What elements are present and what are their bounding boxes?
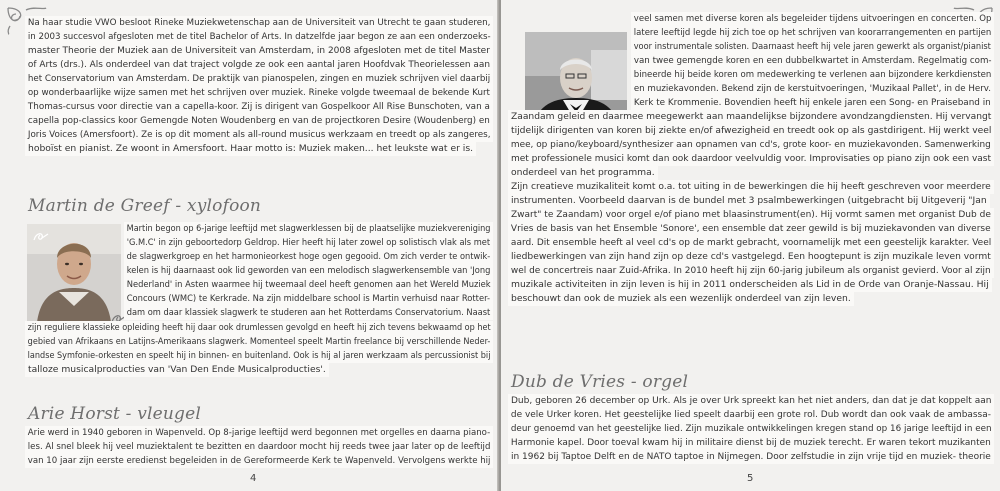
text-line: latere leeftijd legde hij zich toe op het schrijven van koorarrangementen en partijen — [631, 26, 994, 40]
text-line: van twee gemengde koren en een dubbelkwartet in Amsterdam. Regelmatig com- — [631, 54, 994, 68]
text-line: instrumenten. Voorbeeld daarvan is de bundel met 3 psalmbewerkingen (uitgebracht bij Uitgeverij "Jan — [508, 194, 990, 208]
text-line: Zaandam geleid en daarmee meegewerkt aan maandelijkse bijzondere avondzangdiensten. Hij vervangt — [508, 110, 994, 124]
text-line: Dub, geboren 26 december op Urk. Als je over Urk spreekt kan het niet anders, dan dat je dat koppelt aan — [508, 394, 994, 408]
text-line: in 2003 succesvol afgesloten met de titel Bachelor of Arts. In datzelfde jaar begon ze aan een onderzoeks- — [25, 30, 493, 44]
text-line: landse Symfonie-orkesten en speelt hij in binnen- en buitenland. Ook is hij al jaren werkzaam als percussionist bij — [25, 349, 493, 363]
text-line: tijdelijk dirigenten van koren bij ziekte en/of afwezigheid en treedt ook op als gastdirigent. Hij werkt veel — [508, 124, 994, 138]
text-line: in 1962 bij Taptoe Delft en de NATO taptoe in Nijmegen. Door zelfstudie in zijn vrije tijd en muziek- theorie — [508, 450, 994, 464]
page-left — [0, 0, 499, 491]
text-line: met professionele musici komt dan ook daardoor veelvuldig voor. Improvisaties op piano zijn ook een vast — [508, 152, 994, 166]
text-line: hoboïst en pianist. Ze woont in Amersfoort. Haar motto is: Muziek maken... het leukste wat er is. — [25, 142, 476, 156]
text-line: Zwart" te Zaandam) voor orgel e/of piano met blaasinstrument(en). Hij vormt samen met organist Dub de — [508, 208, 994, 222]
text-line: de vele Urker koren. Het geestelijke lied speelt daarbij een grote rol. Dub wordt dan ook vaak de ambassa- — [508, 408, 994, 422]
text-line: Arie werd in 1940 geboren in Wapenveld. Op 8-jarige leeftijd werd begonnen met orgelles en daarna piano- — [25, 426, 493, 440]
text-line: mee, op piano/keyboard/synthesizer aan opnamen van cd's, grote koor- en muziekavonden. Samenwerking — [508, 138, 994, 152]
text-line: Harmonie kapel. Door toeval kwam hij in militaire dienst bij de muziek terecht. Er waren tekort muzikanten — [508, 436, 994, 450]
text-line: master Theorie der Muziek aan de Universiteit van Amsterdam, in 2008 afgesloten met de titel Master — [25, 44, 493, 58]
text-line: les. Al snel bleek hij veel muziektalent te bezitten en daardoor mocht hij reeds twee jaar later op de leeftijd — [25, 440, 493, 454]
text-line: voor instrumentale solisten. Daarnaast heeft hij vele jaren gewerkt als organist/pianist — [631, 40, 994, 54]
text-line: Nederland' in Asten waarmee hij tweemaal deel heeft genomen aan het Wereld Muziek — [124, 278, 493, 292]
text-line: Thomas-cursus voor directie van a capella-koor. Zij is dirigent van Gospelkoor All Rise Bunschoten, van a — [25, 100, 493, 114]
section-heading-martin: Martin de Greef - xylofoon — [28, 196, 262, 216]
heading-flourish-icon — [32, 230, 50, 242]
text-line: muzikale activiteiten in zijn leven is hij in 2011 onderscheiden als Lid in de Orde van Oranje-Nassau. Hij — [508, 278, 992, 292]
page-number: 5 — [747, 473, 754, 484]
page-right — [501, 0, 1000, 491]
text-line: kelen is hij daarnaast ook lid geworden van een melodisch slagwerkensemble van 'Jong — [124, 264, 493, 278]
text-line: bineerde hij beide koren om medewerking te verlenen aan bijzondere kerkdiensten — [631, 68, 994, 82]
text-line: gebied van Afrikaans en Latijns-Amerikaans slagwerk. Momenteel speelt Martin freelance bij verschillende Neder- — [25, 335, 493, 349]
text-line: van 10 jaar zijn eerste eredienst begeleiden in de Gereformeerde Kerk te Wapenveld. Vervolgens werkte hij — [25, 454, 493, 468]
text-line: op wonderbaarlijke wijze samen met het schrijven over muziek. Rineke volgde tweemaal de bekende Kurt — [25, 86, 493, 100]
text-line: wel de concertreis naar Zuid-Afrika. In 2010 heeft hij zijn 60-jarig jubileum als organist gevierd. Voor al zijn — [508, 264, 994, 278]
text-line: deur genoemd van het geestelijke lied. Zijn muzikale ontwikkelingen kregen stand op 16 jarige leeftijd in een — [508, 422, 994, 436]
text-line: liedbewerkingen van zijn hand zijn op deze cd's vastgelegd. Een hoogtepunt is zijn muzikale leven vormt — [508, 250, 994, 264]
text-line: Joris Voices (Amersfoort). Ze is op dit moment als all-round musicus werkzaam en treedt op als zangeres, — [25, 128, 493, 142]
text-line: zijn reguliere klassieke opleiding heeft hij daar ook drumlessen gevolgd en heeft hij zich tevens bekwaamd op het — [25, 321, 493, 335]
section-heading-arie: Arie Horst - vleugel — [28, 404, 202, 424]
text-line: Vries de basis van het Ensemble 'Sonore', een ensemble dat zeer gewild is bij muziekavonden van diverse — [508, 222, 994, 236]
text-line: Concours (WMC) te Kerkrade. Na zijn middelbare school is Martin verhuisd naar Rotter- — [124, 292, 493, 306]
text-line: Kerk te Krommenie. Bovendien heeft hij enkele jaren een Song- en Praiseband in — [631, 96, 994, 110]
text-line: capella pop-classics koor Gemengde Noten Woudenberg en van de projectkoren Desire (Woudenberg) en — [25, 114, 493, 128]
text-line: aard. Dit ensemble heeft al veel cd's op de markt gebracht, voornamelijk met een geestelijk karakter. Veel — [508, 236, 994, 250]
text-line: 'G.M.C' in zijn geboortedorp Geldrop. Hier heeft hij later zowel op solistisch vlak als met — [124, 236, 493, 250]
text-line: en muziekavonden. Bekend zijn de kerstuitvoeringen, 'Muzikaal Pallet', in de Herv. — [631, 82, 994, 96]
text-line: Na haar studie VWO besloot Rineke Muziekwetenschap aan de Universiteit van Utrecht te gaan studeren, — [25, 16, 493, 30]
section-heading-dub: Dub de Vries - orgel — [511, 372, 689, 392]
text-line: de slagwerkgroep en het harmonieorkest hoge ogen gegooid. Om zich verder te ontwik- — [124, 250, 493, 264]
text-line: veel samen met diverse koren als begeleider tijdens uitvoeringen en concerten. Op — [631, 12, 994, 26]
text-line: of Arts (drs.). Als onderdeel van dat traject volgde ze ook een aantal jaren Hoofdvak Theorielessen aan — [25, 58, 493, 72]
text-line: talloze musicalproducties van 'Van Den Ende Musicalproducties'. — [25, 363, 329, 377]
text-line: Zijn creatieve muzikaliteit komt o.a. tot uiting in de bewerkingen die hij heeft geschreven voor meerdere — [508, 180, 994, 194]
text-line: beschouwt dan ook de muziek als een wezenlijk onderdeel van zijn leven. — [508, 292, 854, 306]
text-line: onderdeel van het programma. — [508, 166, 658, 180]
page-number: 4 — [250, 473, 257, 484]
text-line: Martin begon op 6-jarige leeftijd met slagwerklessen bij de plaatselijke muziekvereniging — [124, 222, 493, 236]
text-line: dam om daar klassiek slagwerk te studeren aan het Rotterdams Conservatorium. Naast — [124, 306, 493, 320]
text-line: het Conservatorium van Amsterdam. De praktijk van pianospelen, zingen en muziek schrijven viel daarbij — [25, 72, 493, 86]
